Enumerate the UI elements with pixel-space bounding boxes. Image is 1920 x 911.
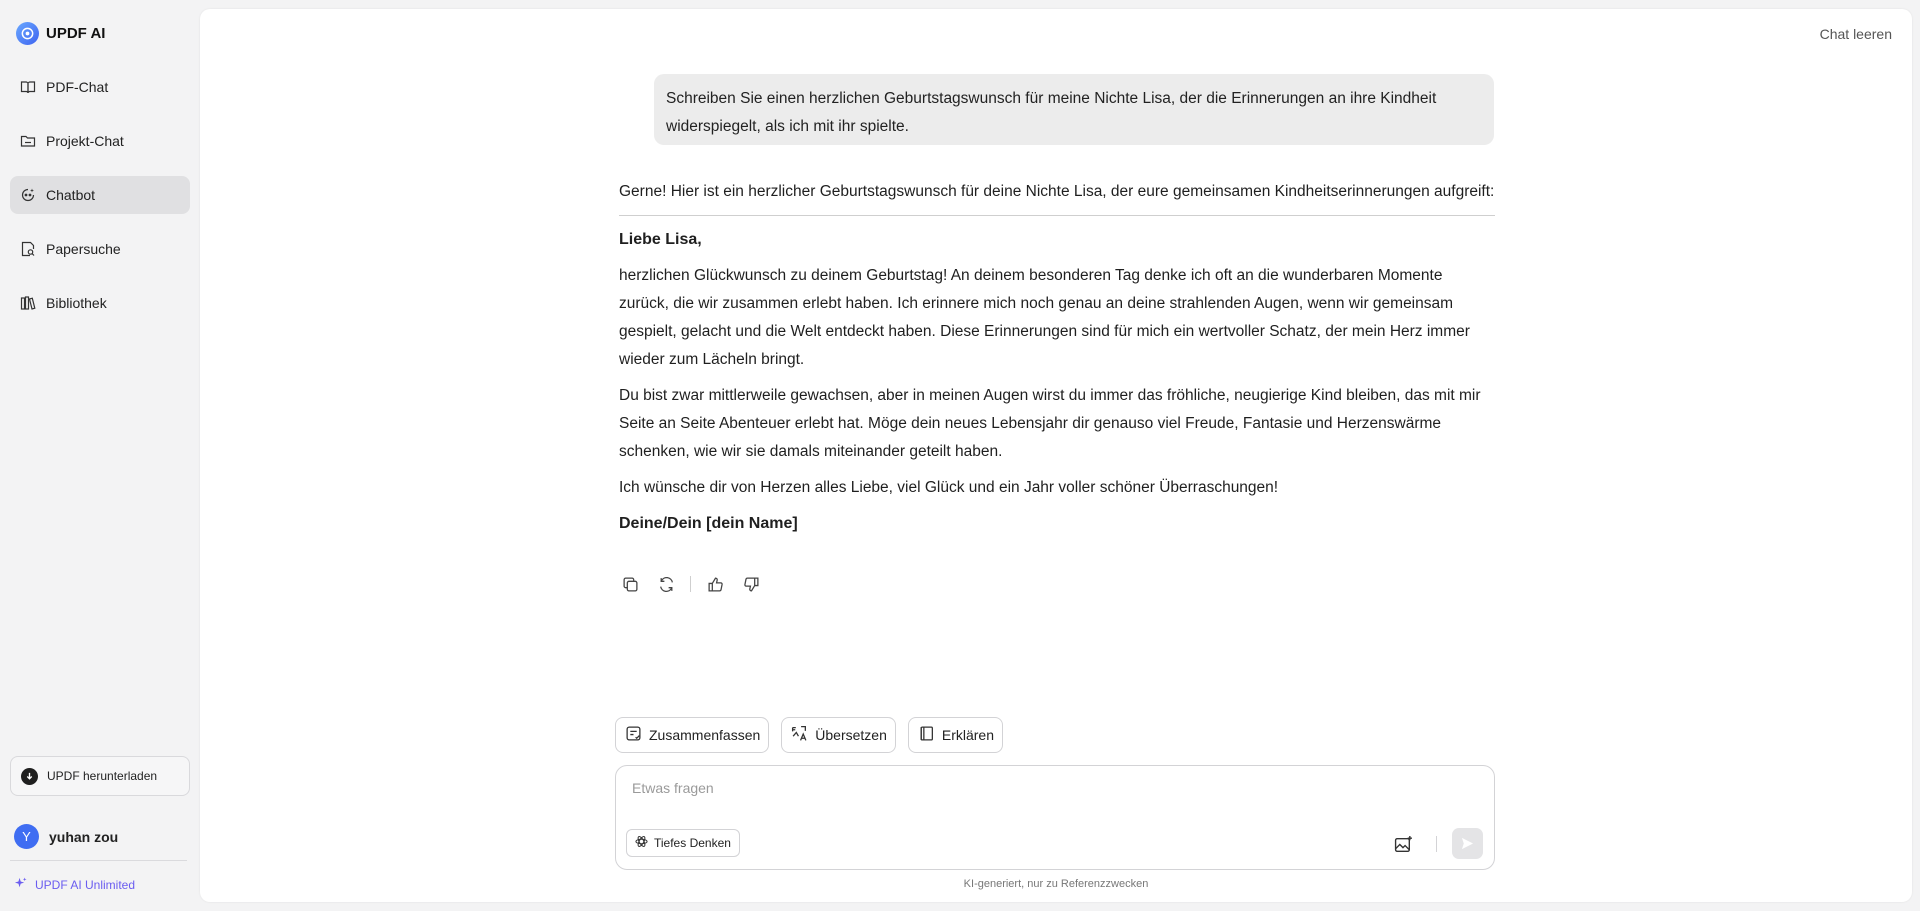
answer-paragraph: Du bist zwar mittlerweile gewachsen, aber in meinen Augen wirst du immer das fröhliche, neugierige Kind bleiben, das mit mir Seite an Seite Abenteuer erlebt hat. Möge dein neues Lebensjahr dir genauso viel Freude, Fantasie und Herzenswärme schenken, wie wir sie damals miteinander geteilt haben. (619, 387, 1481, 460)
library-icon (20, 295, 36, 311)
answer-paragraph: Ich wünsche dir von Herzen alles Liebe, viel Glück und ein Jahr voller schöner Überraschungen! (619, 479, 1279, 496)
download-label: UPDF herunterladen (47, 769, 158, 783)
upgrade-label: UPDF AI Unlimited (35, 878, 136, 892)
avatar: Y (14, 824, 39, 849)
summarize-button[interactable] (615, 717, 769, 753)
chip-label: Zusammenfassen (649, 727, 761, 743)
folder-icon (20, 133, 36, 149)
deep-thinking-icon (635, 835, 648, 851)
brand[interactable] (16, 21, 105, 45)
book-icon (20, 79, 36, 95)
clear-chat-button[interactable]: Chat leeren (1819, 26, 1892, 42)
upgrade-link[interactable] (14, 877, 135, 893)
user-message: Schreiben Sie einen herzlichen Geburtstagswunsch für meine Nichte Lisa, der die Erinnerungen an ihre Kindheit widerspiegelt, als ich mit ihr spielte. (654, 74, 1494, 145)
answer-signature: Deine/Dein [dein Name] (619, 515, 798, 532)
quick-actions (615, 717, 1003, 753)
sparkle-icon (14, 877, 27, 893)
explain-icon (918, 725, 935, 745)
sidebar-nav (10, 68, 190, 338)
sidebar-item-projekt-chat[interactable] (10, 122, 190, 160)
assistant-message (619, 178, 1495, 537)
disclaimer: KI-generiert, nur zu Referenzzwecken (963, 878, 1149, 890)
sidebar-item-bibliothek[interactable] (10, 284, 190, 322)
regenerate-icon[interactable] (655, 573, 677, 595)
sidebar-item-pdf-chat[interactable] (10, 68, 190, 106)
answer-paragraph: herzlichen Glückwunsch zu deinem Geburtstag! An deinem besonderen Tag denke ich oft an die wunderbaren Momente zurück, die wir zusammen erlebt haben. Ich erinnere mich noch genau an deine strahlenden Augen, wenn wir gemeinsam gespielt, gelacht und die Welt entdeckt haben. Diese Erinnerungen sind für mich ein wertvoller Schatz, der mein Herz immer wieder zum Lächeln bringt. (619, 267, 1470, 368)
thumbs-up-icon[interactable] (704, 573, 726, 595)
send-button[interactable] (1452, 828, 1483, 859)
paper-search-icon (20, 241, 36, 257)
summarize-icon (625, 725, 642, 745)
sidebar-item-label: Projekt-Chat (46, 133, 124, 149)
download-icon (21, 768, 38, 785)
sidebar (0, 0, 200, 911)
chip-label: Übersetzen (815, 727, 887, 743)
chip-label: Erklären (941, 727, 995, 743)
deep-thinking-label: Tiefes Denken (654, 836, 731, 850)
divider (10, 860, 187, 861)
updf-logo-icon (16, 22, 39, 45)
sidebar-item-label: Chatbot (46, 187, 96, 203)
sidebar-item-label: Bibliothek (46, 295, 107, 311)
send-icon (1461, 837, 1474, 850)
divider (690, 576, 691, 592)
chat-input-box (615, 765, 1495, 870)
translate-icon (791, 725, 808, 745)
sidebar-item-label: PDF-Chat (46, 79, 109, 95)
user-name: yuhan zou (49, 828, 119, 845)
explain-button[interactable] (908, 717, 1003, 753)
download-updf-button[interactable] (10, 756, 190, 796)
copy-icon[interactable] (619, 573, 641, 595)
answer-intro: Gerne! Hier ist ein herzlicher Geburtstagswunsch für deine Nichte Lisa, der eure gemeinsamen Kindheitserinnerungen aufgreift: (619, 183, 1495, 200)
chat-input[interactable] (632, 778, 1472, 798)
divider (1436, 836, 1437, 852)
answer-greeting: Liebe Lisa, (619, 231, 702, 248)
sidebar-item-chatbot[interactable] (10, 176, 190, 214)
chat-panel (200, 9, 1912, 902)
brand-name: UPDF AI (46, 24, 106, 42)
deep-thinking-toggle[interactable] (626, 829, 740, 857)
sidebar-item-papersuche[interactable] (10, 230, 190, 268)
message-actions (619, 573, 776, 595)
add-image-icon[interactable] (1391, 832, 1415, 856)
divider (619, 215, 1495, 216)
chatbot-icon (20, 187, 36, 203)
translate-button[interactable] (781, 717, 896, 753)
sidebar-item-label: Papersuche (46, 241, 121, 257)
user-profile[interactable] (14, 824, 118, 849)
thumbs-down-icon[interactable] (740, 573, 762, 595)
